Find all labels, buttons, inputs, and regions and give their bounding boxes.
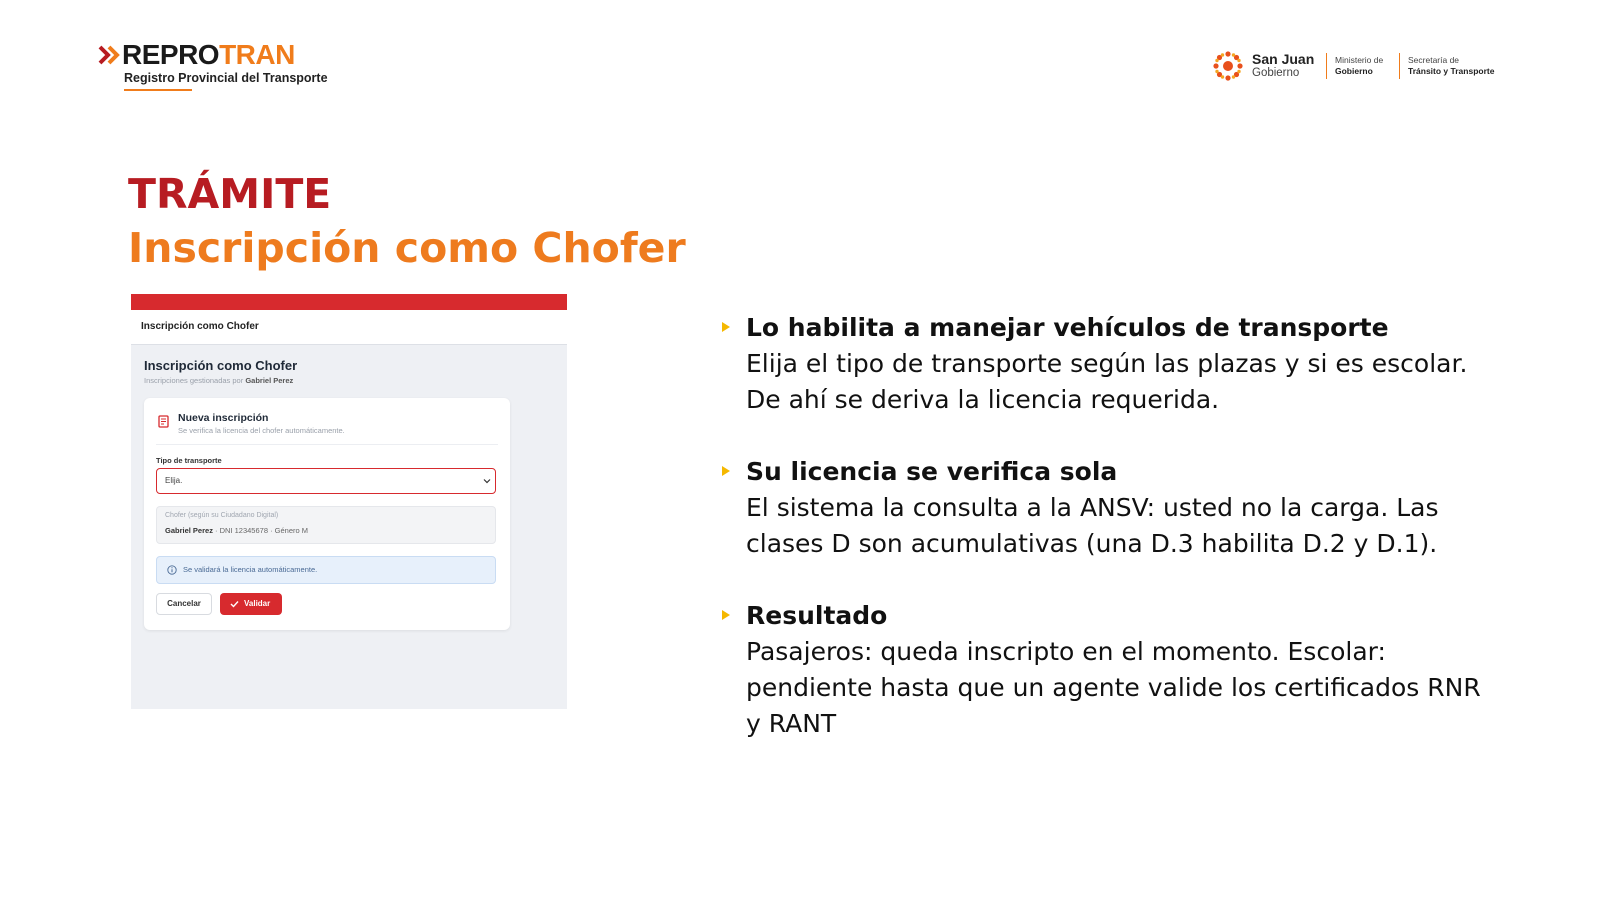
cancel-button[interactable]: Cancelar bbox=[156, 593, 212, 615]
check-icon bbox=[230, 600, 239, 608]
bullet-title: Resultado bbox=[746, 601, 888, 630]
bullet-marker bbox=[722, 322, 730, 332]
app-subheading bbox=[144, 376, 293, 385]
validate-button[interactable] bbox=[220, 593, 282, 615]
card-title: Nueva inscripción bbox=[178, 412, 269, 424]
ministry-line1: Ministerio de bbox=[1335, 55, 1384, 65]
new-inscription-card bbox=[144, 398, 510, 630]
secretariat-label bbox=[1408, 55, 1494, 77]
logo-word-orange: TRAN bbox=[219, 39, 295, 70]
transport-type-value: Elija. bbox=[165, 476, 183, 485]
chevron-down-icon bbox=[483, 477, 491, 485]
transport-type-select[interactable] bbox=[156, 468, 496, 494]
app-heading: Inscripción como Chofer bbox=[144, 358, 298, 373]
bullet-title: Lo habilita a manejar vehículos de transporte bbox=[746, 313, 1389, 342]
gov-name-title: San Juan bbox=[1252, 51, 1315, 67]
bullet-text: Elija el tipo de transporte según las plazas y si es escolar. De ahí se deriva la licencia requerida. bbox=[746, 349, 1468, 414]
bullet-item bbox=[722, 310, 1482, 418]
ministry-label bbox=[1335, 55, 1383, 77]
info-icon bbox=[167, 565, 177, 575]
page-subtitle: Inscripción como Chofer bbox=[128, 224, 686, 272]
secretariat-line1: Secretaría de bbox=[1408, 55, 1460, 65]
gov-name bbox=[1252, 52, 1314, 80]
driver-info-value bbox=[165, 526, 308, 535]
bullet-text: Pasajeros: queda inscripto en el momento. Escolar: pendiente hasta que un agente valide los certificados RNR y RANT bbox=[746, 637, 1481, 738]
bullet-marker bbox=[722, 466, 730, 476]
double-chevron-icon bbox=[98, 44, 120, 66]
card-description: Se verifica la licencia del chofer automáticamente. bbox=[178, 426, 345, 435]
secretariat-line2: Tránsito y Transporte bbox=[1408, 66, 1495, 76]
app-subheading-user: Gabriel Perez bbox=[245, 376, 294, 385]
logo-underline bbox=[124, 89, 192, 91]
logo-wordmark bbox=[122, 40, 295, 70]
bullet-text: El sistema la consulta a la ANSV: usted no la carga. Las clases D son acumulativas (una D.3 habilita D.2 y D.1). bbox=[746, 493, 1439, 558]
validation-notice bbox=[156, 556, 496, 584]
bullet-item bbox=[722, 598, 1482, 742]
san-juan-sun-icon bbox=[1212, 50, 1244, 82]
app-screenshot bbox=[131, 294, 567, 709]
app-subheading-prefix: Inscripciones gestionadas por bbox=[144, 376, 244, 385]
transport-type-label: Tipo de transporte bbox=[156, 456, 222, 465]
gov-divider bbox=[1326, 53, 1327, 79]
government-logo bbox=[1212, 50, 1512, 84]
logo-word-dark: REPRO bbox=[122, 39, 220, 70]
bullet-list bbox=[722, 310, 1482, 742]
app-top-bar bbox=[131, 294, 567, 310]
driver-name: Gabriel Perez bbox=[165, 526, 213, 535]
validate-button-label: Validar bbox=[244, 599, 271, 608]
bullet-item bbox=[722, 454, 1482, 562]
validation-notice-text: Se validará la licencia automáticamente. bbox=[183, 565, 318, 574]
bullet-marker bbox=[722, 610, 730, 620]
driver-info-label: Chofer (según su Ciudadano Digital) bbox=[165, 512, 279, 519]
card-divider bbox=[156, 444, 498, 445]
gov-divider bbox=[1399, 53, 1400, 79]
ministry-line2: Gobierno bbox=[1335, 66, 1373, 76]
gov-name-sub: Gobierno bbox=[1252, 67, 1300, 79]
document-icon bbox=[158, 415, 170, 428]
app-page-header: Inscripción como Chofer bbox=[131, 310, 567, 345]
bullet-title: Su licencia se verifica sola bbox=[746, 457, 1118, 486]
driver-details: · DNI 12345678 · Género M bbox=[212, 526, 308, 535]
page-title: TRÁMITE bbox=[128, 170, 332, 218]
driver-info-box bbox=[156, 506, 496, 544]
logo-tagline: Registro Provincial del Transporte bbox=[124, 71, 328, 85]
